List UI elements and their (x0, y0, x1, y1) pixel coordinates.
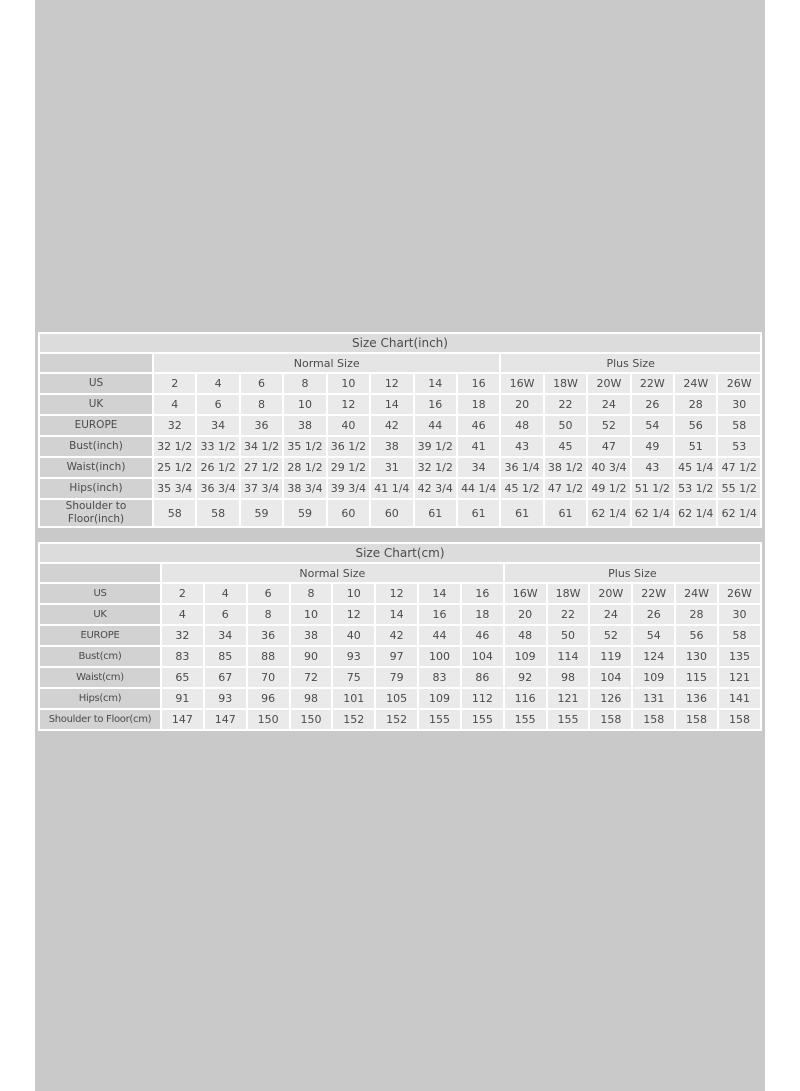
data-cell: 93 (333, 647, 374, 666)
data-cell: 62 1/4 (675, 500, 716, 526)
data-cell: 38 1/2 (545, 458, 586, 477)
data-cell: 100 (419, 647, 460, 666)
data-cell: 24 (590, 605, 631, 624)
table-title-row (40, 334, 760, 352)
data-cell: 45 (545, 437, 586, 456)
size-chart-inch-block (38, 332, 762, 528)
data-cell: 60 (328, 500, 369, 526)
gray-background-band (35, 0, 765, 1091)
data-cell: 26 (632, 395, 673, 414)
row-label: Bust(cm) (40, 647, 160, 666)
data-cell: 47 (588, 437, 629, 456)
data-cell: 33 1/2 (197, 437, 238, 456)
data-cell: 24 (588, 395, 629, 414)
data-cell: 147 (162, 710, 203, 729)
data-cell: 121 (548, 689, 589, 708)
data-cell: 59 (284, 500, 325, 526)
data-cell: 58 (719, 626, 760, 645)
data-cell: 38 (291, 626, 332, 645)
data-cell: 45 1/2 (501, 479, 542, 498)
data-cell: 18 (458, 395, 499, 414)
data-cell: 61 (458, 500, 499, 526)
data-cell: 59 (241, 500, 282, 526)
data-cell: 4 (162, 605, 203, 624)
column-group-row (40, 564, 760, 582)
data-cell: 34 1/2 (241, 437, 282, 456)
data-cell: 150 (291, 710, 332, 729)
data-cell: 104 (590, 668, 631, 687)
data-cell: 10 (333, 584, 374, 603)
data-cell: 155 (548, 710, 589, 729)
data-cell: 16 (415, 395, 456, 414)
table-row (40, 458, 760, 477)
data-cell: 32 1/2 (154, 437, 195, 456)
data-cell: 51 (675, 437, 716, 456)
row-label: EUROPE (40, 626, 160, 645)
data-cell: 61 (415, 500, 456, 526)
data-cell: 124 (633, 647, 674, 666)
column-group-row (40, 354, 760, 372)
data-cell: 109 (505, 647, 546, 666)
data-cell: 43 (632, 458, 673, 477)
column-group-normal-size: Normal Size (154, 354, 499, 372)
data-cell: 36 1/4 (501, 458, 542, 477)
data-cell: 34 (458, 458, 499, 477)
data-cell: 41 1/4 (371, 479, 412, 498)
data-cell: 44 1/4 (458, 479, 499, 498)
data-cell: 62 1/4 (718, 500, 760, 526)
data-cell: 10 (328, 374, 369, 393)
table-row (40, 500, 760, 526)
data-cell: 6 (241, 374, 282, 393)
data-cell: 152 (333, 710, 374, 729)
data-cell: 22 (548, 605, 589, 624)
column-group-normal-size: Normal Size (162, 564, 503, 582)
data-cell: 20 (501, 395, 542, 414)
data-cell: 147 (205, 710, 246, 729)
data-cell: 16W (505, 584, 546, 603)
data-cell: 52 (588, 416, 629, 435)
data-cell: 29 1/2 (328, 458, 369, 477)
data-cell: 60 (371, 500, 412, 526)
table-row (40, 374, 760, 393)
row-label: Shoulder to Floor(inch) (40, 500, 152, 526)
data-cell: 4 (205, 584, 246, 603)
data-cell: 61 (545, 500, 586, 526)
row-label: Hips(inch) (40, 479, 152, 498)
data-cell: 98 (291, 689, 332, 708)
data-cell: 25 1/2 (154, 458, 195, 477)
data-cell: 6 (205, 605, 246, 624)
data-cell: 18W (545, 374, 586, 393)
data-cell: 47 1/2 (545, 479, 586, 498)
size-chart-inch-table (38, 332, 762, 528)
row-label: Shoulder to Floor(cm) (40, 710, 160, 729)
data-cell: 116 (505, 689, 546, 708)
data-cell: 52 (590, 626, 631, 645)
data-cell: 90 (291, 647, 332, 666)
data-cell: 2 (162, 584, 203, 603)
data-cell: 135 (719, 647, 760, 666)
data-cell: 40 (333, 626, 374, 645)
row-label: Bust(inch) (40, 437, 152, 456)
data-cell: 14 (371, 395, 412, 414)
data-cell: 32 1/2 (415, 458, 456, 477)
data-cell: 8 (284, 374, 325, 393)
data-cell: 14 (419, 584, 460, 603)
data-cell: 31 (371, 458, 412, 477)
data-cell: 37 3/4 (241, 479, 282, 498)
data-cell: 36 3/4 (197, 479, 238, 498)
data-cell: 22W (632, 374, 673, 393)
data-cell: 155 (505, 710, 546, 729)
data-cell: 24W (675, 374, 716, 393)
row-label: US (40, 374, 152, 393)
data-cell: 16 (458, 374, 499, 393)
data-cell: 16W (501, 374, 542, 393)
row-label: Waist(inch) (40, 458, 152, 477)
data-cell: 98 (548, 668, 589, 687)
data-cell: 126 (590, 689, 631, 708)
data-cell: 70 (248, 668, 289, 687)
data-cell: 42 (371, 416, 412, 435)
data-cell: 55 1/2 (718, 479, 760, 498)
data-cell: 104 (462, 647, 503, 666)
data-cell: 72 (291, 668, 332, 687)
size-chart-cm-block (38, 542, 762, 731)
row-label: UK (40, 605, 160, 624)
data-cell: 35 3/4 (154, 479, 195, 498)
data-cell: 45 1/4 (675, 458, 716, 477)
data-cell: 39 3/4 (328, 479, 369, 498)
column-group-plus-size: Plus Size (505, 564, 760, 582)
data-cell: 44 (415, 416, 456, 435)
data-cell: 48 (505, 626, 546, 645)
row-label: Waist(cm) (40, 668, 160, 687)
data-cell: 36 (241, 416, 282, 435)
data-cell: 34 (205, 626, 246, 645)
data-cell: 10 (291, 605, 332, 624)
data-cell: 51 1/2 (632, 479, 673, 498)
data-cell: 40 (328, 416, 369, 435)
data-cell: 39 1/2 (415, 437, 456, 456)
column-group-plus-size: Plus Size (501, 354, 760, 372)
data-cell: 2 (154, 374, 195, 393)
data-cell: 12 (333, 605, 374, 624)
data-cell: 14 (415, 374, 456, 393)
table-row (40, 584, 760, 603)
data-cell: 26W (718, 374, 760, 393)
data-cell: 12 (328, 395, 369, 414)
data-cell: 28 1/2 (284, 458, 325, 477)
data-cell: 24W (676, 584, 717, 603)
data-cell: 46 (462, 626, 503, 645)
data-cell: 12 (376, 584, 417, 603)
data-cell: 20W (588, 374, 629, 393)
table-row (40, 689, 760, 708)
data-cell: 97 (376, 647, 417, 666)
data-cell: 136 (676, 689, 717, 708)
data-cell: 8 (241, 395, 282, 414)
data-cell: 86 (462, 668, 503, 687)
data-cell: 49 (632, 437, 673, 456)
data-cell: 36 1/2 (328, 437, 369, 456)
data-cell: 62 1/4 (632, 500, 673, 526)
data-cell: 46 (458, 416, 499, 435)
data-cell: 38 3/4 (284, 479, 325, 498)
data-cell: 96 (248, 689, 289, 708)
table-title: Size Chart(inch) (40, 334, 760, 352)
data-cell: 112 (462, 689, 503, 708)
data-cell: 6 (248, 584, 289, 603)
data-cell: 32 (162, 626, 203, 645)
data-cell: 20W (590, 584, 631, 603)
data-cell: 58 (718, 416, 760, 435)
row-label: US (40, 584, 160, 603)
data-cell: 26 (633, 605, 674, 624)
row-label: UK (40, 395, 152, 414)
data-cell: 109 (633, 668, 674, 687)
data-cell: 79 (376, 668, 417, 687)
data-cell: 38 (284, 416, 325, 435)
data-cell: 28 (676, 605, 717, 624)
data-cell: 58 (197, 500, 238, 526)
data-cell: 54 (632, 416, 673, 435)
table-row (40, 710, 760, 729)
row-label: Hips(cm) (40, 689, 160, 708)
data-cell: 8 (248, 605, 289, 624)
data-cell: 53 1/2 (675, 479, 716, 498)
data-cell: 41 (458, 437, 499, 456)
data-cell: 30 (718, 395, 760, 414)
table-title: Size Chart(cm) (40, 544, 760, 562)
table-row (40, 395, 760, 414)
data-cell: 85 (205, 647, 246, 666)
data-cell: 158 (676, 710, 717, 729)
data-cell: 47 1/2 (718, 458, 760, 477)
data-cell: 62 1/4 (588, 500, 629, 526)
data-cell: 18W (548, 584, 589, 603)
data-cell: 158 (590, 710, 631, 729)
data-cell: 61 (501, 500, 542, 526)
table-row (40, 437, 760, 456)
data-cell: 88 (248, 647, 289, 666)
table-row (40, 647, 760, 666)
corner-cell (40, 564, 160, 582)
data-cell: 141 (719, 689, 760, 708)
data-cell: 34 (197, 416, 238, 435)
data-cell: 158 (719, 710, 760, 729)
data-cell: 18 (462, 605, 503, 624)
data-cell: 8 (291, 584, 332, 603)
data-cell: 36 (248, 626, 289, 645)
size-chart-cm-table (38, 542, 762, 731)
data-cell: 43 (501, 437, 542, 456)
data-cell: 53 (718, 437, 760, 456)
data-cell: 83 (419, 668, 460, 687)
data-cell: 44 (419, 626, 460, 645)
table-row (40, 479, 760, 498)
data-cell: 16 (419, 605, 460, 624)
table-row (40, 605, 760, 624)
corner-cell (40, 354, 152, 372)
data-cell: 83 (162, 647, 203, 666)
data-cell: 48 (501, 416, 542, 435)
data-cell: 75 (333, 668, 374, 687)
data-cell: 158 (633, 710, 674, 729)
data-cell: 6 (197, 395, 238, 414)
data-cell: 12 (371, 374, 412, 393)
table-row (40, 626, 760, 645)
data-cell: 91 (162, 689, 203, 708)
table-title-row (40, 544, 760, 562)
data-cell: 131 (633, 689, 674, 708)
data-cell: 26 1/2 (197, 458, 238, 477)
data-cell: 114 (548, 647, 589, 666)
data-cell: 14 (376, 605, 417, 624)
data-cell: 16 (462, 584, 503, 603)
data-cell: 155 (419, 710, 460, 729)
row-label: EUROPE (40, 416, 152, 435)
data-cell: 42 (376, 626, 417, 645)
data-cell: 119 (590, 647, 631, 666)
data-cell: 92 (505, 668, 546, 687)
data-cell: 109 (419, 689, 460, 708)
data-cell: 155 (462, 710, 503, 729)
data-cell: 130 (676, 647, 717, 666)
data-cell: 40 3/4 (588, 458, 629, 477)
data-cell: 32 (154, 416, 195, 435)
data-cell: 54 (633, 626, 674, 645)
data-cell: 4 (197, 374, 238, 393)
data-cell: 105 (376, 689, 417, 708)
data-cell: 22 (545, 395, 586, 414)
table-row (40, 416, 760, 435)
data-cell: 4 (154, 395, 195, 414)
data-cell: 101 (333, 689, 374, 708)
data-cell: 10 (284, 395, 325, 414)
data-cell: 115 (676, 668, 717, 687)
data-cell: 56 (675, 416, 716, 435)
data-cell: 35 1/2 (284, 437, 325, 456)
data-cell: 20 (505, 605, 546, 624)
data-cell: 27 1/2 (241, 458, 282, 477)
data-cell: 30 (719, 605, 760, 624)
data-cell: 93 (205, 689, 246, 708)
data-cell: 152 (376, 710, 417, 729)
data-cell: 65 (162, 668, 203, 687)
data-cell: 28 (675, 395, 716, 414)
data-cell: 58 (154, 500, 195, 526)
data-cell: 67 (205, 668, 246, 687)
data-cell: 38 (371, 437, 412, 456)
data-cell: 42 3/4 (415, 479, 456, 498)
data-cell: 56 (676, 626, 717, 645)
data-cell: 26W (719, 584, 760, 603)
data-cell: 49 1/2 (588, 479, 629, 498)
table-row (40, 668, 760, 687)
data-cell: 150 (248, 710, 289, 729)
data-cell: 50 (545, 416, 586, 435)
data-cell: 22W (633, 584, 674, 603)
data-cell: 121 (719, 668, 760, 687)
data-cell: 50 (548, 626, 589, 645)
